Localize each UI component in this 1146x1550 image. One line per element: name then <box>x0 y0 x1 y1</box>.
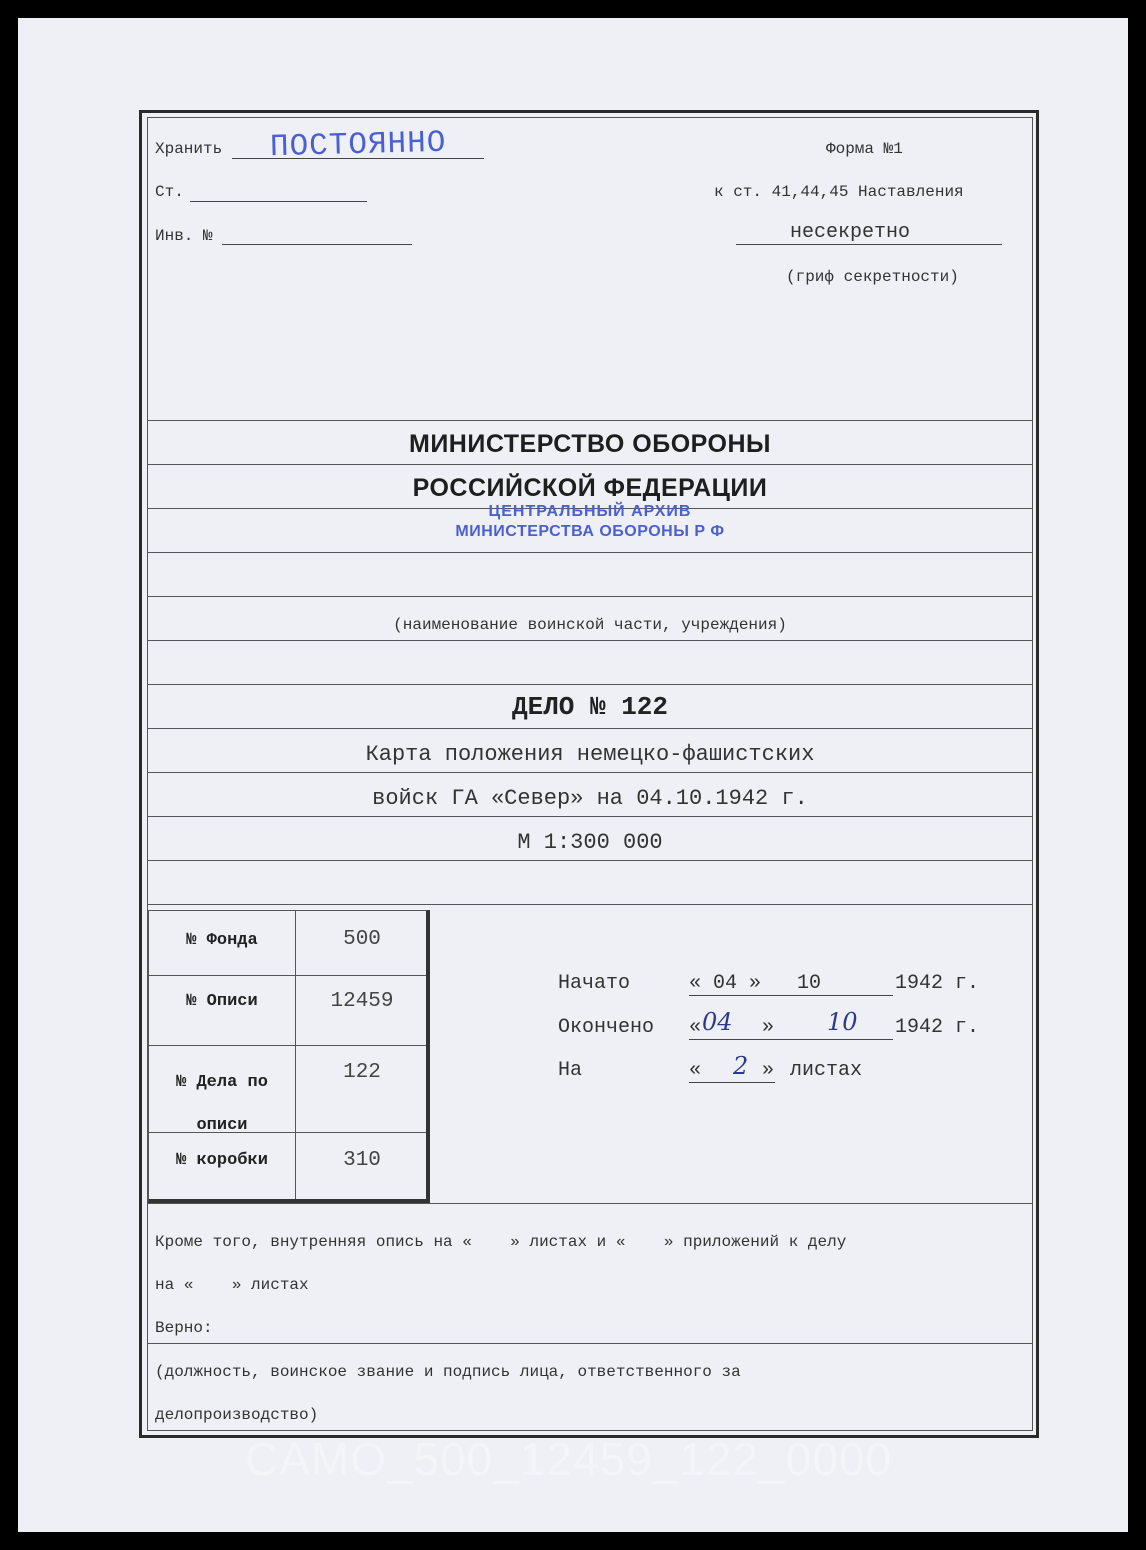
case-description-line-1: Карта положения немецко-фашистских <box>365 742 815 767</box>
table-label-fond: № Фонда <box>186 931 258 950</box>
archive-watermark: CAMO_500_12459_122_0000 <box>245 1433 893 1485</box>
archive-index-table <box>148 910 430 1203</box>
table-value-delo: 122 <box>343 1061 381 1084</box>
rule-line <box>148 640 1032 641</box>
table-label-box: № коробки <box>176 1151 268 1170</box>
ended-year: 1942 г. <box>895 1016 980 1039</box>
rule-line <box>148 728 1032 729</box>
secrecy-value: несекретно <box>790 221 911 244</box>
st-underline <box>190 201 367 202</box>
map-scale: М 1:300 000 <box>517 830 663 855</box>
table-row-divider <box>149 975 426 976</box>
responsible-caption-line-1: (должность, воинское звание и подпись лица, ответственного за <box>155 1363 741 1381</box>
inventory-note-line-1: Кроме того, внутренняя опись на « » листах и « » приложений к делу <box>155 1233 847 1251</box>
table-value-fond: 500 <box>343 928 381 951</box>
ministry-line-1: МИНИСТЕРСТВО ОБОРОНЫ <box>409 430 771 458</box>
rule-line <box>148 860 1032 861</box>
ended-underline <box>689 1039 893 1040</box>
table-row-divider <box>149 1045 426 1046</box>
secrecy-underline <box>736 244 1002 245</box>
inv-underline <box>222 244 412 245</box>
ended-quote-close: » <box>762 1016 775 1039</box>
inv-label: Инв. № <box>155 227 213 245</box>
started-underline <box>689 995 893 996</box>
ended-month-handwritten: 10 <box>827 1008 858 1036</box>
form-number: Форма №1 <box>826 140 903 158</box>
secrecy-caption: (гриф секретности) <box>786 268 959 286</box>
rule-line <box>148 420 1032 421</box>
rule-line <box>148 816 1032 817</box>
sheets-quote-open: « <box>689 1059 702 1082</box>
ended-quote-open: « <box>689 1016 702 1039</box>
sheets-label: На <box>558 1059 583 1082</box>
unit-caption: (наименование воинской части, учреждения) <box>393 616 787 634</box>
keep-stamp: ПОСТОЯННО <box>269 125 447 166</box>
case-title: ДЕЛО № 122 <box>511 692 669 722</box>
started-label: Начато <box>558 972 631 995</box>
articles-ref: к ст. 41,44,45 Наставления <box>714 183 964 201</box>
ended-day-handwritten: 04 <box>702 1008 733 1036</box>
table-label-delo: № Дела по описи <box>176 1073 268 1135</box>
archive-stamp-line-1: ЦЕНТРАЛЬНЫЙ АРХИВ <box>488 503 692 520</box>
table-value-box: 310 <box>343 1149 381 1172</box>
ministry-line-2: РОССИЙСКОЙ ФЕДЕРАЦИИ <box>412 474 768 502</box>
rule-line <box>148 596 1032 597</box>
rule-line <box>148 464 1032 465</box>
responsible-caption-line-2: делопроизводство) <box>155 1406 319 1424</box>
table-label-opis: № Описи <box>186 992 258 1011</box>
st-label: Ст. <box>155 183 184 201</box>
sheets-quote-close: » <box>762 1059 775 1082</box>
sheets-underline <box>689 1082 775 1083</box>
ended-label: Окончено <box>558 1016 655 1039</box>
rule-line <box>148 1203 1032 1204</box>
rule-line <box>148 684 1032 685</box>
archive-stamp-line-2: МИНИСТЕРСТВА ОБОРОНЫ Р Ф <box>455 523 725 540</box>
sheets-count-handwritten: 2 <box>733 1052 749 1080</box>
inventory-note-line-2: на « » листах <box>155 1276 309 1294</box>
started-year: 1942 г. <box>895 972 980 995</box>
rule-line <box>148 1343 1032 1344</box>
keep-label: Хранить <box>155 140 223 158</box>
verified-label: Верно: <box>155 1319 213 1337</box>
started-date: « 04 » 10 <box>689 972 822 995</box>
rule-line <box>148 772 1032 773</box>
rule-line <box>148 552 1032 553</box>
table-value-opis: 12459 <box>330 990 394 1013</box>
sheets-unit: листах <box>790 1059 863 1082</box>
rule-line <box>148 904 1032 905</box>
case-description-line-2: войск ГА «Север» на 04.10.1942 г. <box>372 786 808 811</box>
